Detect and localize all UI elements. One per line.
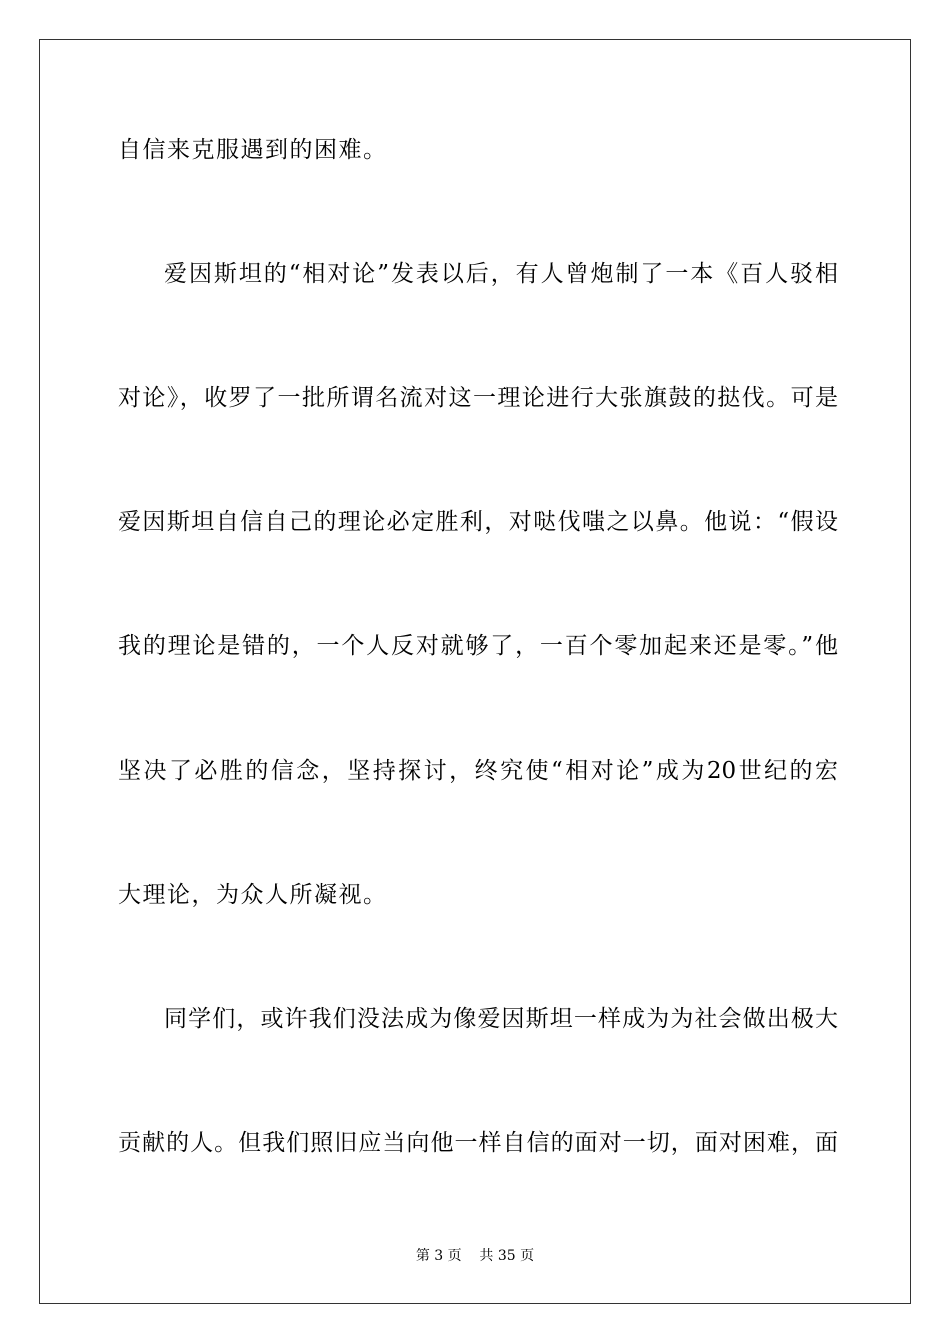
paragraph-start-line: 爱因斯坦的“相对论”发表以后，有人曾炮制了一本《百人驳相 <box>164 261 838 287</box>
text-line-1: 自信来克服遇到的困难。 <box>118 137 388 163</box>
text-line-9: 贡献的人。但我们照旧应当向他一样自信的面对一切，面对困难，面 <box>118 1130 838 1156</box>
paragraph-start-line: 同学们，或许我们没法成为像爱因斯坦一样成为为社会做出极大 <box>164 1006 838 1032</box>
text-line-3: 对论》，收罗了一批所谓名流对这一理论进行大张旗鼓的挞伐。可是 <box>118 385 838 411</box>
text-line-6: 坚决了必胜的信念，坚持探讨，终究使“相对论”成为20世纪的宏 <box>118 758 838 784</box>
text-line-5: 我的理论是错的，一个人反对就够了，一百个零加起来还是零。”他 <box>118 633 838 659</box>
text-line-7: 大理论，为众人所凝视。 <box>118 882 388 908</box>
text-line-4: 爱因斯坦自信自己的理论必定胜利，对哒伐嗤之以鼻。他说：“假设 <box>118 509 838 535</box>
page-border <box>39 39 911 1304</box>
page-number-footer: 第 3 页 共 35 页 <box>415 1248 535 1264</box>
